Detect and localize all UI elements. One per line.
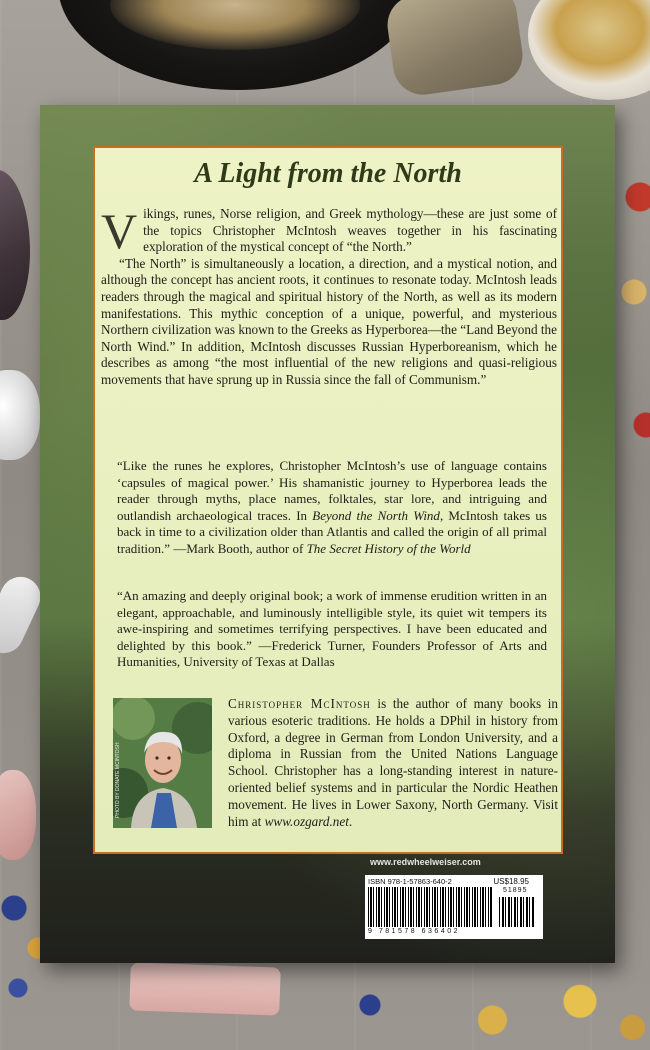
rose-quartz-wand	[129, 962, 281, 1015]
ean-barcode-bars	[368, 887, 492, 927]
smoky-quartz-crystal	[0, 170, 30, 320]
quote1-text-a: “Like the runes he explores, Christopher McIntosh’s use of language contains ‘capsules of magical power.’ His shamanistic journey to Hyperborea leads the reader through myths, place names, folktales, star lore, and intriguing and outlandish archaeological traces. In	[117, 458, 547, 523]
quote1-text-b: , McIntosh takes us back in time to a civilization older than Atlantis and called the origin of all primal tradition.” —Mark Booth, author of	[117, 507, 547, 556]
isbn-barcode	[365, 875, 543, 939]
review-quote-booth	[117, 458, 547, 557]
price-label: US$18.95	[493, 877, 529, 886]
ean-digits: 9 781578 636402	[368, 928, 460, 935]
author-bio	[228, 696, 558, 830]
sage-bundle	[384, 0, 527, 99]
publisher-url: www.redwheelweiser.com	[370, 857, 481, 867]
author-name: Christopher McIntosh	[228, 696, 371, 711]
addon-code: 51895	[503, 887, 528, 894]
description-paragraph-2: “The North” is simultaneously a location, a direction, and a mystical notion, and although the concept has ancient roots, it continues to resonate today. McIntosh leads readers through the magical and spiritual history of the North, as well as its modern manifestations. This mythic conception of a unique, powerful, and mysterious Northern civilization was known to the Greeks as Hyperborea—the “Land Beyond the North Wind.” In addition, McIntosh discusses Russian Hyperboreanism, which he describes as among “the most influential of the new religions and quasi-religious movements that have sprung up in Russia since the fall of Communism.”	[101, 255, 557, 387]
isbn-number: ISBN 978-1-57863-640-2	[368, 877, 452, 886]
bio-end: .	[348, 813, 353, 829]
white-stone	[0, 370, 40, 460]
dried-flowers-right	[610, 140, 650, 520]
book-description	[101, 203, 557, 389]
photo-credit: PHOTO BY DONATE MCINTOSH	[115, 742, 121, 818]
bio-text: is the author of many books in various esoteric traditions. He holds a DPhil in history from Oxford, a degree in German from London University, and a diploma in Russian from the United Nations Language School. Christopher has a long-standing interest in nature-oriented belief systems and in particular the Nordic Heathen movement. He lives in Lower Saxony, North Germany. Visit him at	[228, 696, 558, 829]
book-title: A Light from the North	[194, 158, 462, 189]
dried-flowers-bottom	[300, 975, 650, 1050]
author-website: www.ozgard.net	[264, 813, 349, 829]
flower-dish	[528, 0, 650, 100]
drop-cap: V	[101, 203, 138, 259]
quote1-author-book: The Secret History of the World	[306, 540, 471, 556]
quote1-book-title: Beyond the North Wind	[312, 507, 440, 523]
addon-barcode-bars	[499, 897, 535, 927]
text-panel	[93, 146, 563, 854]
book-back-cover	[40, 105, 615, 963]
author-portrait-image	[113, 698, 212, 828]
description-paragraph-1: ikings, runes, Norse religion, and Greek mythology—these are just some of the topics Christopher McIntosh weaves together in his fascinating exploration of the mystical concept of “the North.”	[143, 206, 557, 255]
rose-quartz-stone	[0, 770, 36, 860]
author-photo	[113, 698, 212, 828]
review-quote-turner: “An amazing and deeply original book; a work of immense erudition written in an elegant, approachable, and luminously intelligible style, its quiet wit tempers its awe-inspiring and sometimes terrifying perspectives. I have been educated and delighted by this book.” —Frederick Turner, Founders Professor of Arts and Humanities, University of Texas at Dallas	[117, 588, 547, 669]
